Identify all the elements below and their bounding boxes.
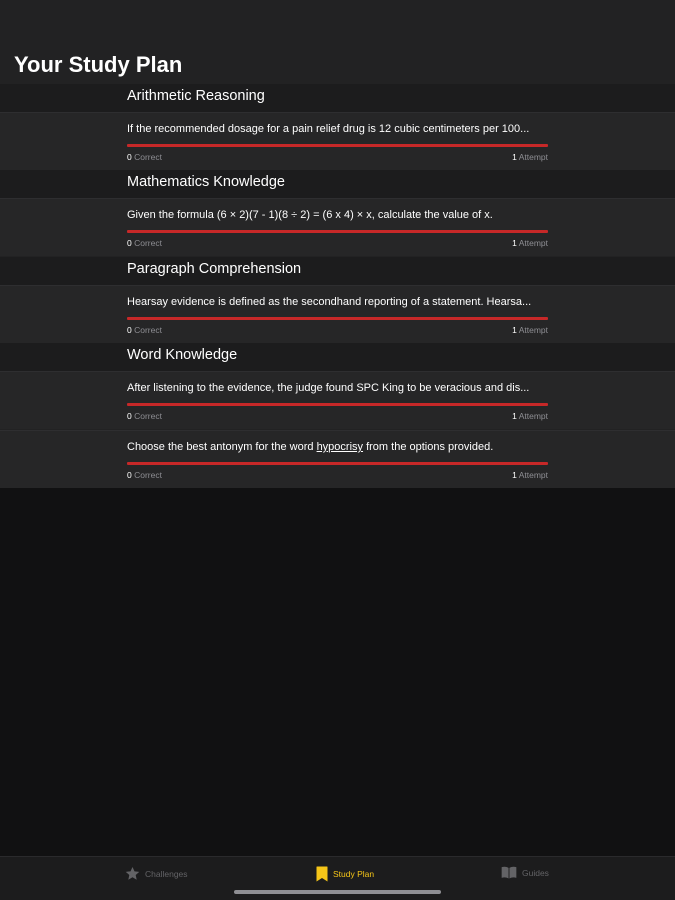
question-card[interactable] — [0, 198, 675, 256]
question-text: If the recommended dosage for a pain relief drug is 12 cubic centimeters per 100... — [127, 123, 530, 135]
home-indicator[interactable] — [234, 890, 441, 894]
question-stats — [127, 238, 548, 248]
attempt-stat: 1 Attempt — [512, 411, 548, 421]
question-card[interactable] — [0, 430, 675, 488]
progress-bar — [127, 317, 548, 320]
section-title: Arithmetic Reasoning — [127, 88, 265, 104]
attempt-stat: 1 Attempt — [512, 152, 548, 162]
section-title: Word Knowledge — [127, 347, 238, 363]
section-header-paragraph-comprehension — [0, 257, 675, 285]
question-stats — [127, 411, 548, 421]
page-title: Your Study Plan — [14, 52, 183, 77]
section-header-mathematics-knowledge — [0, 170, 675, 198]
correct-stat: 0 Correct — [127, 325, 162, 335]
book-icon — [501, 866, 517, 879]
correct-stat: 0 Correct — [127, 152, 162, 162]
attempt-stat: 1 Attempt — [512, 325, 548, 335]
tab-challenges[interactable] — [125, 866, 188, 881]
question-card[interactable] — [0, 285, 675, 343]
section-header-arithmetic-reasoning — [0, 84, 675, 112]
underlined-word: hypocrisy — [316, 441, 364, 453]
question-text: After listening to the evidence, the judge found SPC King to be veracious and dis... — [127, 382, 530, 394]
question-stats — [127, 470, 548, 480]
tab-study-plan[interactable] — [316, 866, 374, 882]
question-card[interactable] — [0, 371, 675, 429]
section-title: Paragraph Comprehension — [127, 261, 302, 277]
tab-label: Guides — [522, 867, 549, 878]
question-text: Choose the best antonym for the word hypocrisy from the options provided. — [127, 441, 494, 453]
section-title: Mathematics Knowledge — [127, 174, 285, 190]
tab-label: Study Plan — [333, 869, 375, 879]
progress-bar — [127, 462, 548, 465]
correct-stat: 0 Correct — [127, 470, 162, 480]
question-stats — [127, 325, 548, 335]
attempt-stat: 1 Attempt — [512, 238, 548, 248]
question-text: Hearsay evidence is defined as the secondhand reporting of a statement. Hearsa... — [127, 296, 532, 308]
bookmark-icon — [316, 866, 328, 882]
question-card[interactable] — [0, 112, 675, 170]
progress-bar — [127, 230, 548, 233]
question-stats — [127, 152, 548, 162]
attempt-stat: 1 Attempt — [512, 470, 548, 480]
correct-stat: 0 Correct — [127, 238, 162, 248]
progress-bar — [127, 403, 548, 406]
section-header-word-knowledge — [0, 343, 675, 371]
tab-guides[interactable] — [501, 866, 549, 879]
progress-bar — [127, 144, 548, 147]
star-icon — [125, 866, 140, 881]
tab-label: Challenges — [145, 868, 188, 879]
correct-stat: 0 Correct — [127, 411, 162, 421]
question-text: Given the formula (6 × 2)(7 - 1)(8 ÷ 2) = (6 x 4) × x, calculate the value of x. — [127, 209, 493, 221]
